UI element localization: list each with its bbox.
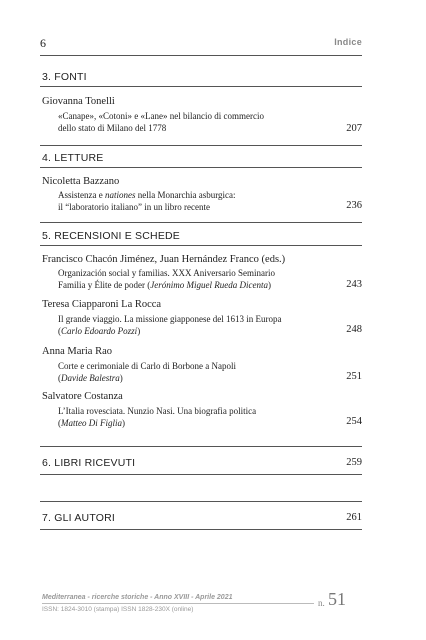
- entry-reviewer: Davide Balestra: [61, 372, 120, 383]
- entry-page: 243: [346, 279, 362, 290]
- entry-title: Il grande viaggio. La missione giapponese del 1613 in Europa (Carlo Edoardo Pozzi): [58, 314, 282, 336]
- index-page: [40, 0, 362, 640]
- section-heading-autori: 7. GLI AUTORI: [42, 512, 116, 524]
- section-rule: [40, 167, 362, 168]
- entry-title: Organización social y familias. XXX Aniversario Seminario Familia y Élite de poder (Jerónimo Miguel Rueda Dicenta): [58, 268, 276, 290]
- entry-reviewer: Matteo Di Figlia: [61, 417, 122, 428]
- section-rule: [40, 245, 362, 246]
- entry-page: 254: [346, 416, 362, 427]
- section-rule: [40, 446, 362, 447]
- entry-title: «Canape», «Cotoni» e «Lane» nel bilancio di commercio dello stato di Milano del 1778: [58, 111, 264, 133]
- entry-author: Teresa Ciapparoni La Rocca: [42, 299, 162, 310]
- entry-author: Nicoletta Bazzano: [42, 176, 120, 187]
- section-rule: [40, 474, 362, 475]
- entry-title: Assistenza e nationes nella Monarchia asburgica: il “laboratorio italiano” in un libro recente: [58, 190, 236, 212]
- header-title: Indice: [334, 37, 362, 47]
- entry-page: 248: [346, 324, 362, 335]
- entry-page: 236: [346, 200, 362, 211]
- footer-rule: [42, 603, 314, 604]
- section-rule: [40, 501, 362, 502]
- entry-reviewer: Carlo Edoardo Pozzi: [61, 325, 138, 336]
- header-rule: [40, 55, 362, 56]
- entry-author: Giovanna Tonelli: [42, 96, 115, 107]
- entry-author: Salvatore Costanza: [42, 391, 123, 402]
- section-rule: [40, 86, 362, 87]
- footer-journal: Mediterranea - ricerche storiche - Anno XVIII - Aprile 2021: [42, 594, 233, 601]
- section-heading-libri: 6. LIBRI RICEVUTI: [42, 457, 136, 469]
- section-heading-recensioni: 5. RECENSIONI E SCHEDE: [42, 230, 181, 242]
- section-rule: [40, 222, 362, 223]
- entry-page: 251: [346, 371, 362, 382]
- section-rule: [40, 145, 362, 146]
- entry-author: Francisco Chacón Jiménez, Juan Hernández Franco (eds.): [42, 254, 286, 265]
- running-header: [40, 36, 362, 52]
- section-page: 261: [346, 512, 362, 523]
- footer-issn: ISSN: 1824-3010 (stampa) ISSN 1828-230X (online): [42, 606, 194, 613]
- entry-author: Anna Maria Rao: [42, 346, 112, 357]
- section-page: 259: [346, 457, 362, 468]
- page-number: 6: [40, 36, 46, 50]
- entry-title: Corte e cerimoniale di Carlo di Borbone a Napoli (Davide Balestra): [58, 361, 236, 383]
- entry-title: L’Italia rovesciata. Nunzio Nasi. Una biografia politica (Matteo Di Figlia): [58, 406, 257, 428]
- section-heading-fonti: 3. FONTI: [42, 71, 87, 83]
- footer-issue-number: 51: [328, 589, 346, 609]
- entry-reviewer: Jerónimo Miguel Rueda Dicenta: [150, 279, 268, 290]
- footer-n-prefix: n.: [318, 598, 325, 608]
- entry-page: 207: [346, 123, 362, 134]
- section-rule: [40, 529, 362, 530]
- section-heading-letture: 4. LETTURE: [42, 152, 104, 164]
